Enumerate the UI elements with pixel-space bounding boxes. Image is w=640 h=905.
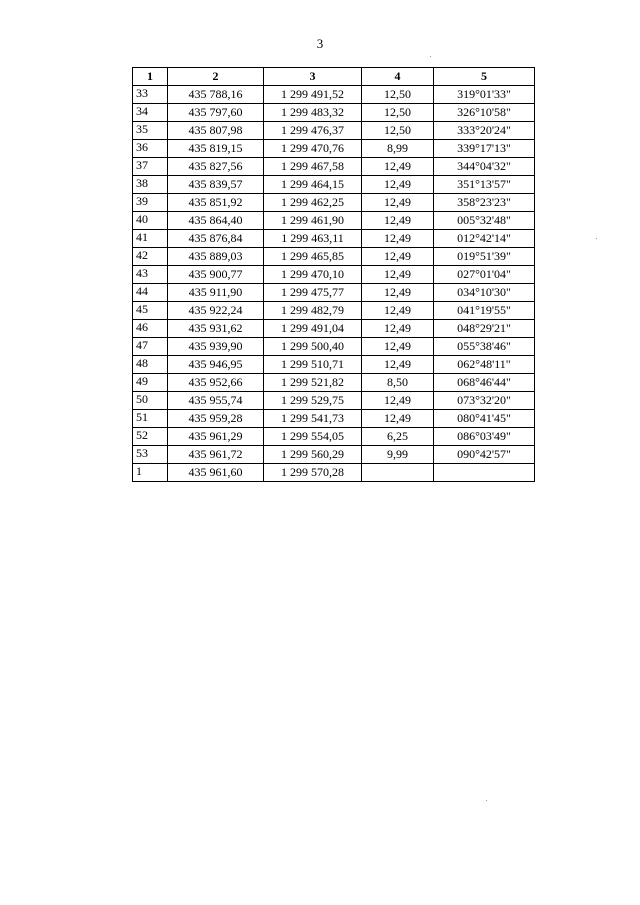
x-coordinate-cell: 435 827,56 bbox=[168, 158, 264, 176]
x-coordinate-cell: 435 851,92 bbox=[168, 194, 264, 212]
point-number-cell: 45 bbox=[133, 302, 168, 320]
distance-cell: 12,49 bbox=[362, 410, 434, 428]
bearing-cell: 041°19'55" bbox=[434, 302, 535, 320]
point-number-cell: 40 bbox=[133, 212, 168, 230]
table-row bbox=[133, 374, 535, 392]
distance-cell: 12,49 bbox=[362, 284, 434, 302]
column-header-bearing: 5 bbox=[434, 68, 535, 86]
x-coordinate-cell: 435 959,28 bbox=[168, 410, 264, 428]
point-number-cell: 43 bbox=[133, 266, 168, 284]
distance-cell: 12,49 bbox=[362, 212, 434, 230]
x-coordinate-cell: 435 952,66 bbox=[168, 374, 264, 392]
y-coordinate-cell: 1 299 482,79 bbox=[264, 302, 362, 320]
x-coordinate-cell: 435 807,98 bbox=[168, 122, 264, 140]
y-coordinate-cell: 1 299 521,82 bbox=[264, 374, 362, 392]
point-number-cell: 42 bbox=[133, 248, 168, 266]
bearing-cell: 326°10'58" bbox=[434, 104, 535, 122]
point-number-cell: 49 bbox=[133, 374, 168, 392]
table-header-row bbox=[133, 68, 535, 86]
x-coordinate-cell: 435 961,72 bbox=[168, 446, 264, 464]
table-row bbox=[133, 320, 535, 338]
distance-cell: 12,49 bbox=[362, 356, 434, 374]
column-header-x: 2 bbox=[168, 68, 264, 86]
scan-speck bbox=[596, 238, 597, 239]
point-number-cell: 36 bbox=[133, 140, 168, 158]
table-row bbox=[133, 266, 535, 284]
table-row bbox=[133, 176, 535, 194]
bearing-cell: 055°38'46" bbox=[434, 338, 535, 356]
distance-cell: 12,49 bbox=[362, 248, 434, 266]
y-coordinate-cell: 1 299 541,73 bbox=[264, 410, 362, 428]
y-coordinate-cell: 1 299 510,71 bbox=[264, 356, 362, 374]
y-coordinate-cell: 1 299 554,05 bbox=[264, 428, 362, 446]
coordinates-table bbox=[132, 67, 535, 482]
point-number-cell: 51 bbox=[133, 410, 168, 428]
point-number-cell: 33 bbox=[133, 86, 168, 104]
distance-cell: 9,99 bbox=[362, 446, 434, 464]
x-coordinate-cell: 435 797,60 bbox=[168, 104, 264, 122]
column-header-point: 1 bbox=[133, 68, 168, 86]
bearing-cell: 086°03'49" bbox=[434, 428, 535, 446]
table-row bbox=[133, 428, 535, 446]
point-number-cell: 47 bbox=[133, 338, 168, 356]
point-number-cell: 48 bbox=[133, 356, 168, 374]
table-row bbox=[133, 302, 535, 320]
column-header-y: 3 bbox=[264, 68, 362, 86]
table-row bbox=[133, 464, 535, 482]
distance-cell: 12,50 bbox=[362, 86, 434, 104]
distance-cell: 8,99 bbox=[362, 140, 434, 158]
y-coordinate-cell: 1 299 491,04 bbox=[264, 320, 362, 338]
point-number-cell: 44 bbox=[133, 284, 168, 302]
x-coordinate-cell: 435 961,29 bbox=[168, 428, 264, 446]
table-row bbox=[133, 158, 535, 176]
table-row bbox=[133, 356, 535, 374]
bearing-cell bbox=[434, 464, 535, 482]
point-number-cell: 35 bbox=[133, 122, 168, 140]
scan-speck bbox=[486, 800, 487, 801]
point-number-cell: 41 bbox=[133, 230, 168, 248]
page-number: 3 bbox=[316, 36, 324, 51]
bearing-cell: 048°29'21" bbox=[434, 320, 535, 338]
table-row bbox=[133, 104, 535, 122]
table-row bbox=[133, 248, 535, 266]
x-coordinate-cell: 435 922,24 bbox=[168, 302, 264, 320]
distance-cell: 12,50 bbox=[362, 122, 434, 140]
point-number-cell: 46 bbox=[133, 320, 168, 338]
point-number-cell: 52 bbox=[133, 428, 168, 446]
distance-cell: 12,49 bbox=[362, 302, 434, 320]
y-coordinate-cell: 1 299 560,29 bbox=[264, 446, 362, 464]
distance-cell: 6,25 bbox=[362, 428, 434, 446]
y-coordinate-cell: 1 299 467,58 bbox=[264, 158, 362, 176]
scan-speck bbox=[430, 56, 431, 57]
y-coordinate-cell: 1 299 491,52 bbox=[264, 86, 362, 104]
y-coordinate-cell: 1 299 470,10 bbox=[264, 266, 362, 284]
column-header-distance: 4 bbox=[362, 68, 434, 86]
bearing-cell: 333°20'24" bbox=[434, 122, 535, 140]
bearing-cell: 012°42'14" bbox=[434, 230, 535, 248]
y-coordinate-cell: 1 299 465,85 bbox=[264, 248, 362, 266]
table-row bbox=[133, 140, 535, 158]
point-number-cell: 38 bbox=[133, 176, 168, 194]
bearing-cell: 319°01'33" bbox=[434, 86, 535, 104]
table-row bbox=[133, 446, 535, 464]
table-row bbox=[133, 230, 535, 248]
point-number-cell: 53 bbox=[133, 446, 168, 464]
table-row bbox=[133, 392, 535, 410]
distance-cell: 12,50 bbox=[362, 104, 434, 122]
bearing-cell: 339°17'13" bbox=[434, 140, 535, 158]
x-coordinate-cell: 435 864,40 bbox=[168, 212, 264, 230]
table-row bbox=[133, 86, 535, 104]
bearing-cell: 080°41'45" bbox=[434, 410, 535, 428]
bearing-cell: 062°48'11" bbox=[434, 356, 535, 374]
bearing-cell: 351°13'57" bbox=[434, 176, 535, 194]
distance-cell: 12,49 bbox=[362, 194, 434, 212]
y-coordinate-cell: 1 299 462,25 bbox=[264, 194, 362, 212]
bearing-cell: 068°46'44" bbox=[434, 374, 535, 392]
table-row bbox=[133, 284, 535, 302]
distance-cell: 8,50 bbox=[362, 374, 434, 392]
x-coordinate-cell: 435 911,90 bbox=[168, 284, 264, 302]
x-coordinate-cell: 435 889,03 bbox=[168, 248, 264, 266]
y-coordinate-cell: 1 299 461,90 bbox=[264, 212, 362, 230]
y-coordinate-cell: 1 299 476,37 bbox=[264, 122, 362, 140]
table-row bbox=[133, 410, 535, 428]
y-coordinate-cell: 1 299 529,75 bbox=[264, 392, 362, 410]
bearing-cell: 090°42'57" bbox=[434, 446, 535, 464]
bearing-cell: 005°32'48" bbox=[434, 212, 535, 230]
distance-cell: 12,49 bbox=[362, 266, 434, 284]
x-coordinate-cell: 435 900,77 bbox=[168, 266, 264, 284]
table-body bbox=[133, 86, 535, 482]
bearing-cell: 344°04'32" bbox=[434, 158, 535, 176]
bearing-cell: 073°32'20" bbox=[434, 392, 535, 410]
table-row bbox=[133, 122, 535, 140]
y-coordinate-cell: 1 299 500,40 bbox=[264, 338, 362, 356]
distance-cell bbox=[362, 464, 434, 482]
y-coordinate-cell: 1 299 475,77 bbox=[264, 284, 362, 302]
bearing-cell: 358°23'23" bbox=[434, 194, 535, 212]
y-coordinate-cell: 1 299 463,11 bbox=[264, 230, 362, 248]
bearing-cell: 019°51'39" bbox=[434, 248, 535, 266]
x-coordinate-cell: 435 955,74 bbox=[168, 392, 264, 410]
point-number-cell: 37 bbox=[133, 158, 168, 176]
table-row bbox=[133, 194, 535, 212]
distance-cell: 12,49 bbox=[362, 320, 434, 338]
distance-cell: 12,49 bbox=[362, 158, 434, 176]
x-coordinate-cell: 435 839,57 bbox=[168, 176, 264, 194]
x-coordinate-cell: 435 961,60 bbox=[168, 464, 264, 482]
point-number-cell: 50 bbox=[133, 392, 168, 410]
point-number-cell: 34 bbox=[133, 104, 168, 122]
y-coordinate-cell: 1 299 570,28 bbox=[264, 464, 362, 482]
x-coordinate-cell: 435 788,16 bbox=[168, 86, 264, 104]
x-coordinate-cell: 435 876,84 bbox=[168, 230, 264, 248]
x-coordinate-cell: 435 819,15 bbox=[168, 140, 264, 158]
distance-cell: 12,49 bbox=[362, 338, 434, 356]
distance-cell: 12,49 bbox=[362, 230, 434, 248]
distance-cell: 12,49 bbox=[362, 392, 434, 410]
point-number-cell: 1 bbox=[133, 464, 168, 482]
point-number-cell: 39 bbox=[133, 194, 168, 212]
x-coordinate-cell: 435 931,62 bbox=[168, 320, 264, 338]
x-coordinate-cell: 435 939,90 bbox=[168, 338, 264, 356]
table-row bbox=[133, 338, 535, 356]
table-row bbox=[133, 212, 535, 230]
bearing-cell: 034°10'30" bbox=[434, 284, 535, 302]
y-coordinate-cell: 1 299 483,32 bbox=[264, 104, 362, 122]
y-coordinate-cell: 1 299 470,76 bbox=[264, 140, 362, 158]
bearing-cell: 027°01'04" bbox=[434, 266, 535, 284]
distance-cell: 12,49 bbox=[362, 176, 434, 194]
y-coordinate-cell: 1 299 464,15 bbox=[264, 176, 362, 194]
x-coordinate-cell: 435 946,95 bbox=[168, 356, 264, 374]
